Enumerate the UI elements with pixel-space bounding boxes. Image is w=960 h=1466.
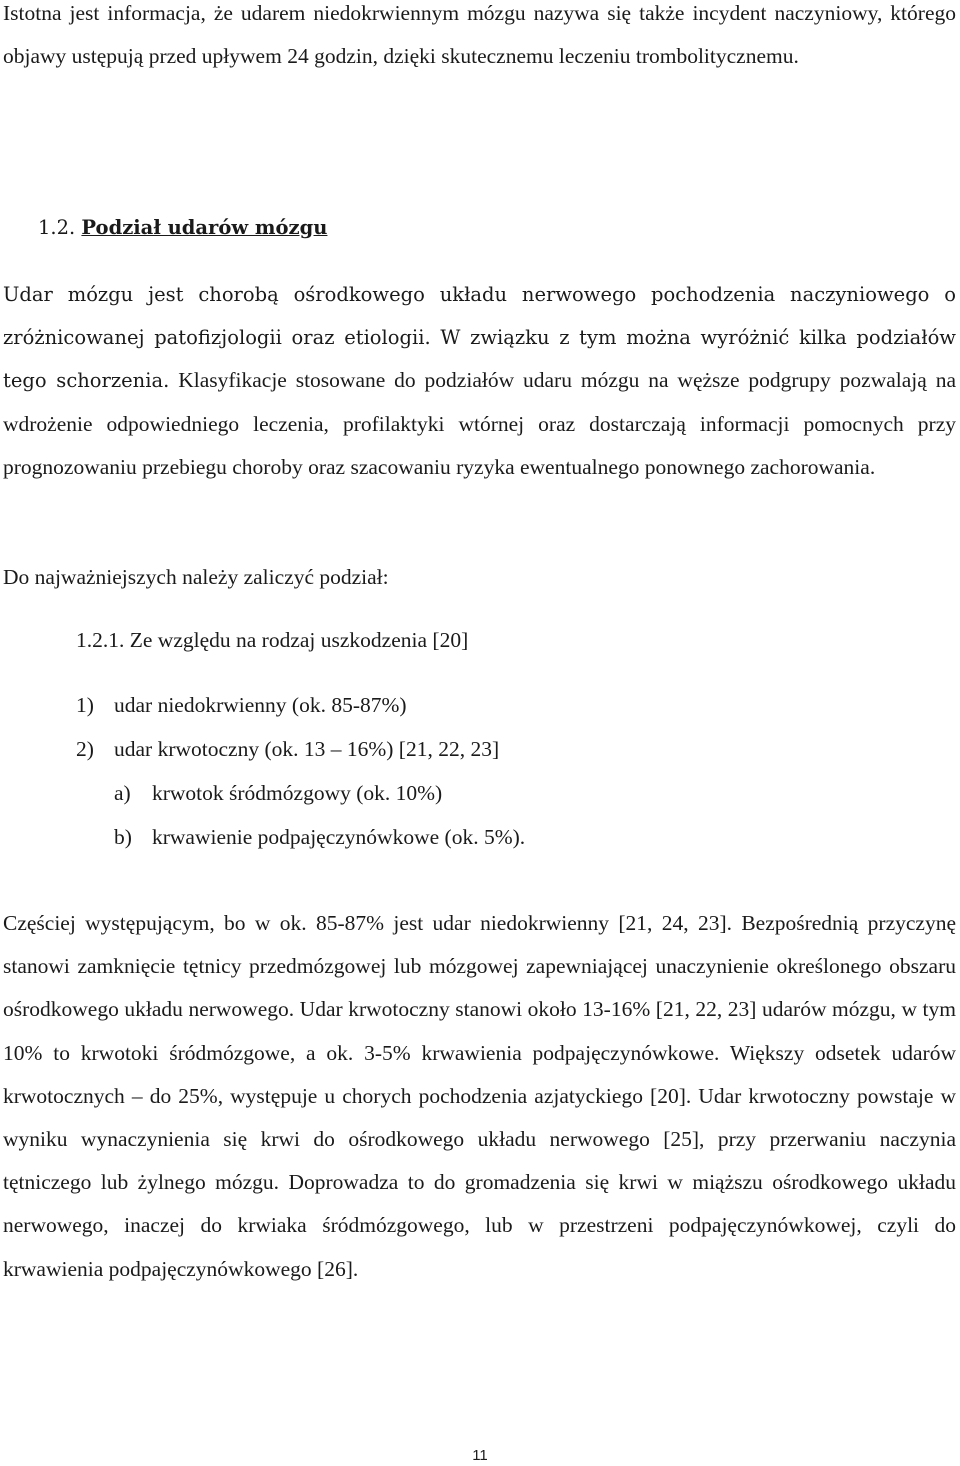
section-paragraph-part1: Udar mózgu jest chorobą ośrodkowego układu nerwowego pochodzenia naczyniowego o zróżnicowanej patofizjologii oraz etiologii. W związku z tym można wyróżnić kilka podziałów tego schorzenia. bbox=[3, 283, 956, 393]
division-intro: Do najważniejszych należy zaliczyć podział: bbox=[3, 565, 389, 589]
sub-list-item-letter: b) bbox=[114, 825, 132, 849]
list-item bbox=[76, 690, 407, 720]
section-title: Podział udarów mózgu bbox=[81, 216, 328, 239]
list-item-text: udar krwotoczny (ok. 13 – 16%) [21, 22, 23] bbox=[114, 737, 500, 761]
sub-list-item bbox=[114, 778, 442, 808]
section-paragraph bbox=[3, 273, 956, 489]
list-item-text: udar niedokrwienny (ok. 85-87%) bbox=[114, 693, 407, 717]
section-paragraph-part2: Klasyfikacje stosowane do podziałów udaru mózgu na węższe podgrupy pozwalają na wdrożenie odpowiedniego leczenia, profilaktyki wtórnej oraz dostarczają informacji pomocnych przy prognozowaniu przebiegu choroby oraz szacowaniu ryzyka ewentualnego ponownego zachorowania. bbox=[3, 368, 956, 479]
list-item bbox=[76, 734, 499, 764]
list-item-number: 1) bbox=[76, 693, 94, 717]
closing-paragraph: Częściej występującym, bo w ok. 85-87% jest udar niedokrwienny [21, 24, 23]. Bezpośrednią przyczynę stanowi zamknięcie tętnicy przedmózgowej lub mózgowej zapewniającej unaczynienie określonego obszaru ośrodkowego układu nerwowego. Udar krwotoczny stanowi około 13-16% [21, 22, 23] udarów mózgu, w tym 10% to krwotoki śródmózgowe, a ok. 3-5% krwawienia podpajęczynówkowe. Większy odsetek udarów krwotocznych – do 25%, występuje u chorych pochodzenia azjatyckiego [20]. Udar krwotoczny powstaje w wyniku wynaczynienia się krwi do ośrodkowego układu nerwowego [25], przy przerwaniu naczynia tętniczego lub żylnego mózgu. Doprowadza to do gromadzenia się krwi w miąższu ośrodkowego układu nerwowego, inaczej do krwiaka śródmózgowego, lub w przestrzeni podpajęczynówkowej, czyli do krwawienia podpajęczynówkowego [26]. bbox=[3, 911, 956, 1281]
sub-list-item-text: krwawienie podpajęczynówkowe (ok. 5%). bbox=[152, 825, 526, 849]
sub-list-item-text: krwotok śródmózgowy (ok. 10%) bbox=[152, 781, 443, 805]
sub-list-item bbox=[114, 822, 525, 852]
intro-paragraph: Istotna jest informacja, że udarem niedokrwiennym mózgu nazywa się także incydent naczyniowy, którego objawy ustępują przed upływem 24 godzin, dzięki skutecznemu leczeniu trombolitycznemu. bbox=[3, 1, 956, 69]
sub-list-item-letter: a) bbox=[114, 781, 131, 805]
section-number: 1.2. bbox=[38, 216, 76, 239]
page-number: 11 bbox=[472, 1447, 488, 1464]
section-heading bbox=[38, 213, 327, 243]
list-item-number: 2) bbox=[76, 737, 94, 761]
subsection-heading: 1.2.1. Ze względu na rodzaj uszkodzenia [20] bbox=[76, 628, 469, 652]
